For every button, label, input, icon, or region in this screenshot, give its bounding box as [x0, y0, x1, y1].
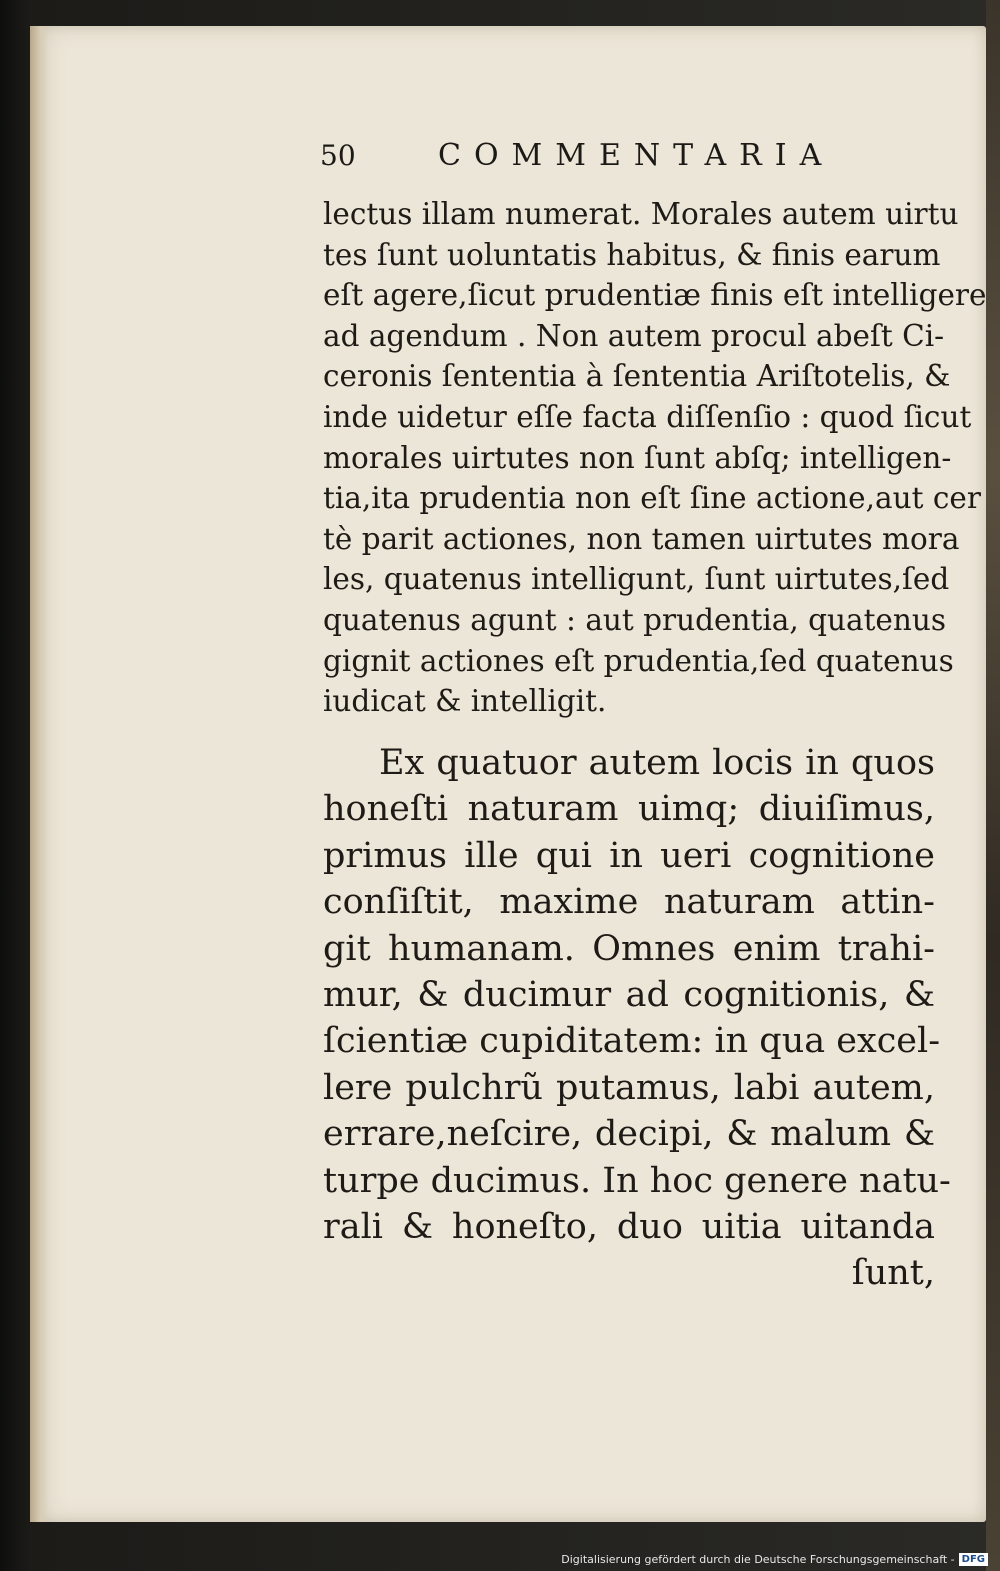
paragraph-2: [323, 740, 951, 1297]
text-line: conſiſtit, maxime naturam attin-: [323, 882, 935, 923]
text-line: turpe ducimus. In hoc genere natu-: [323, 1160, 951, 1201]
text-line: tè parit actiones, non tamen uirtutes mora: [323, 521, 960, 556]
text-line: gignit actiones eſt prudentia,ſed quatenus: [323, 643, 954, 678]
book-edge: [986, 0, 1000, 1571]
page-number: 50: [320, 139, 356, 172]
text-line: honeſti naturam uimq; diuiſimus,: [323, 789, 935, 830]
text-line: morales uirtutes non ſunt abſq; intelligen-: [323, 440, 952, 475]
text-line: iudicat & intelligit.: [323, 684, 607, 719]
digitization-credit: [561, 1551, 988, 1567]
text-line: inde uidetur eſſe facta diſſenſio : quod ſicut: [323, 399, 972, 434]
text-line: quatenus agunt : aut prudentia, quatenus: [323, 602, 947, 637]
catchword: ſunt,: [851, 1253, 935, 1294]
credit-text: Digitalisierung gefördert durch die Deutsche Forschungsgemeinschaft -: [561, 1552, 955, 1566]
text-line: rali & honeſto, duo uitia uitanda: [323, 1207, 935, 1248]
running-head: COMMENTARIA: [438, 138, 835, 173]
text-line: lectus illam numerat. Morales autem uirtu: [323, 197, 959, 231]
text-line: tia,ita prudentia non eſt ſine actione,aut cer: [323, 481, 981, 516]
text-line: les, quatenus intelligunt, ſunt uirtutes,ſed: [323, 562, 950, 597]
text-line: primus ille qui in ueri cognitione: [323, 835, 935, 876]
text-line: ad agendum . Non autem procul abeſt Ci-: [323, 318, 945, 353]
text-line: Ex quatuor autem locis in quos: [379, 743, 935, 783]
text-line: ſcientiæ cupiditatem: in qua excel-: [323, 1021, 941, 1062]
text-line: ceronis ſententia à ſententia Ariſtotelis, &: [323, 359, 951, 394]
text-line: lere pulchrũ putamus, labi autem,: [323, 1067, 935, 1108]
page-gutter-shadow: [30, 26, 48, 1522]
text-line: eſt agere,ſicut prudentiæ finis eſt intelligere: [323, 278, 987, 313]
page-header: [320, 138, 850, 178]
text-line: errare,neſcire, decipi, & malum &: [323, 1114, 935, 1155]
text-line: git humanam. Omnes enim trahi-: [323, 928, 935, 969]
text-line: tes ſunt uoluntatis habitus, & finis earum: [323, 237, 941, 272]
paragraph-1: [323, 194, 987, 722]
dfg-logo: DFG: [959, 1553, 988, 1566]
text-line: mur, & ducimur ad cognitionis, &: [323, 975, 935, 1016]
